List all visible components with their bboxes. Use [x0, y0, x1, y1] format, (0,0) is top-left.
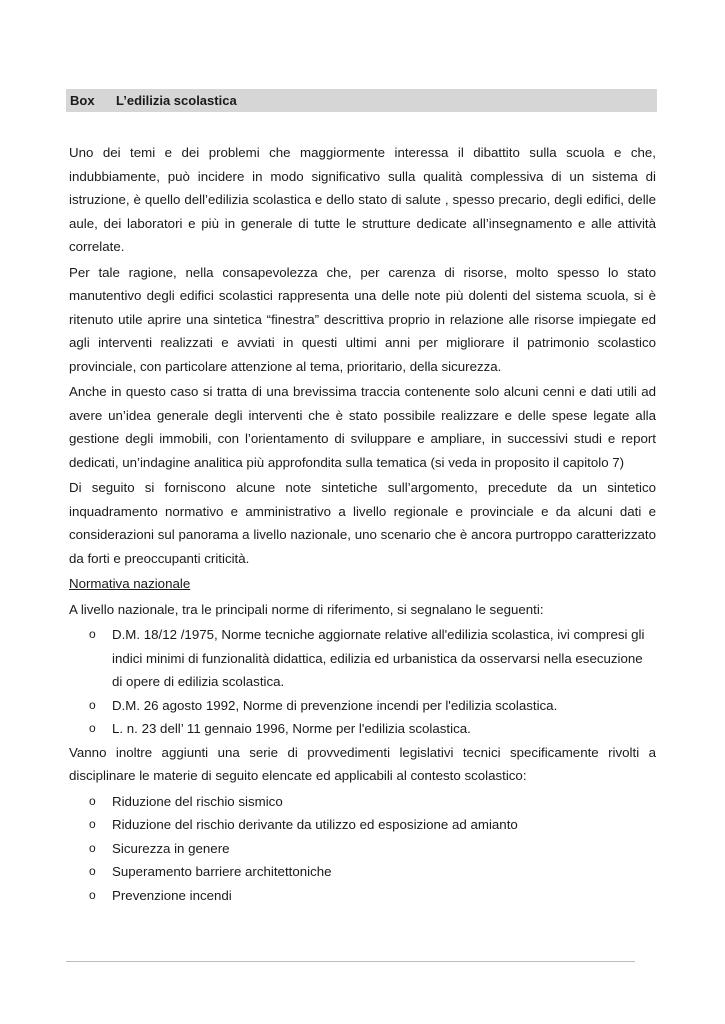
- list-item: [69, 837, 656, 861]
- list-item: [69, 623, 656, 694]
- box-label: Box: [70, 93, 95, 108]
- box-header: [66, 89, 657, 112]
- document-body: [69, 141, 656, 907]
- bullet-icon: o: [89, 697, 96, 712]
- bullet-icon: o: [89, 817, 96, 831]
- bullet-icon: o: [89, 721, 96, 735]
- bullet-icon: o: [89, 627, 96, 641]
- list-item: [69, 860, 656, 884]
- list-item-text: D.M. 18/12 /1975, Norme tecniche aggiornate relative all'edilizia scolastica, ivi compresi gli indici minimi di funzionalità didattica, edilizia ed urbanistica da osservarsi nella esecuzione di opere di edilizia scolastica.: [112, 627, 645, 689]
- bullet-icon: o: [89, 840, 96, 855]
- list-item: [69, 694, 656, 718]
- list-item: [69, 790, 656, 814]
- list-item-text: Superamento barriere architettoniche: [112, 864, 332, 879]
- list-item: [69, 717, 656, 741]
- box-title: L’edilizia scolastica: [116, 93, 237, 108]
- paragraph: Uno dei temi e dei problemi che maggiormente interessa il dibattito sulla scuola e che, indubbiamente, può incidere in modo significativo sulla qualità complessiva di un sistema di istruzione, è quello dell’edilizia scolastica e dello stato di salute , spesso precario, degli edifici, delle aule, dei laboratori e più in generale di tutte le strutture dedicate all’insegnamento e alle attività correlate.: [69, 145, 656, 254]
- list-item-text: L. n. 23 dell’ 11 gennaio 1996, Norme per l'edilizia scolastica.: [112, 721, 471, 736]
- measures-intro: Vanno inoltre aggiunti una serie di provvedimenti legislativi tecnici specificamente rivolti a disciplinare le materie di seguito elencate ed applicabili al contesto scolastico:: [69, 744, 656, 783]
- bullet-icon: o: [89, 887, 96, 902]
- list-item: [69, 884, 656, 908]
- bullet-icon: o: [89, 864, 96, 878]
- norms-list: [69, 623, 656, 741]
- paragraph: Di seguito si forniscono alcune note sintetiche sull’argomento, precedute da un sintetico inquadramento normativo e amministrativo a livello regionale e provinciale e da alcuni dati e considerazioni sul panorama a livello nazionale, uno scenario che è ancora purtroppo caratterizzato da forti e preoccupanti criticità.: [69, 480, 656, 566]
- paragraph: Anche in questo caso si tratta di una brevissima traccia contenente solo alcuni cenni e dati utili ad avere un’idea generale degli interventi che è stato possibile realizzare e delle spese legate alla gestione degli immobili, con l’orientamento di sviluppare e ampliare, in successivi studi e report dedicati, un’indagine analitica più approfondita sulla tematica (si veda in proposito il capitolo 7): [69, 384, 656, 470]
- list-item-text: D.M. 26 agosto 1992, Norme di prevenzione incendi per l'edilizia scolastica.: [112, 697, 558, 713]
- list-item: [69, 813, 656, 837]
- section-heading: Normativa nazionale: [69, 576, 191, 591]
- norms-intro: A livello nazionale, tra le principali norme di riferimento, si segnalano le seguenti:: [69, 601, 544, 617]
- list-item-text: Riduzione del rischio derivante da utilizzo ed esposizione ad amianto: [112, 817, 518, 832]
- list-item-text: Prevenzione incendi: [112, 887, 232, 903]
- list-item-text: Sicurezza in genere: [112, 840, 230, 856]
- bullet-icon: o: [89, 793, 96, 808]
- footer-divider: [66, 961, 635, 962]
- measures-list: [69, 790, 656, 908]
- list-item-text: Riduzione del rischio sismico: [112, 793, 283, 809]
- paragraph: Per tale ragione, nella consapevolezza che, per carenza di risorse, molto spesso lo stato manutentivo degli edifici scolastici rappresenta una delle note più dolenti del sistema scuola, si è ritenuto utile aprire una sintetica “finestra” descrittiva proprio in relazione alle risorse impiegate ed agli interventi realizzati e avviati in questi ultimi anni per migliorare il patrimonio scolastico provinciale, con particolare attenzione al tema, prioritario, della sicurezza.: [69, 264, 656, 374]
